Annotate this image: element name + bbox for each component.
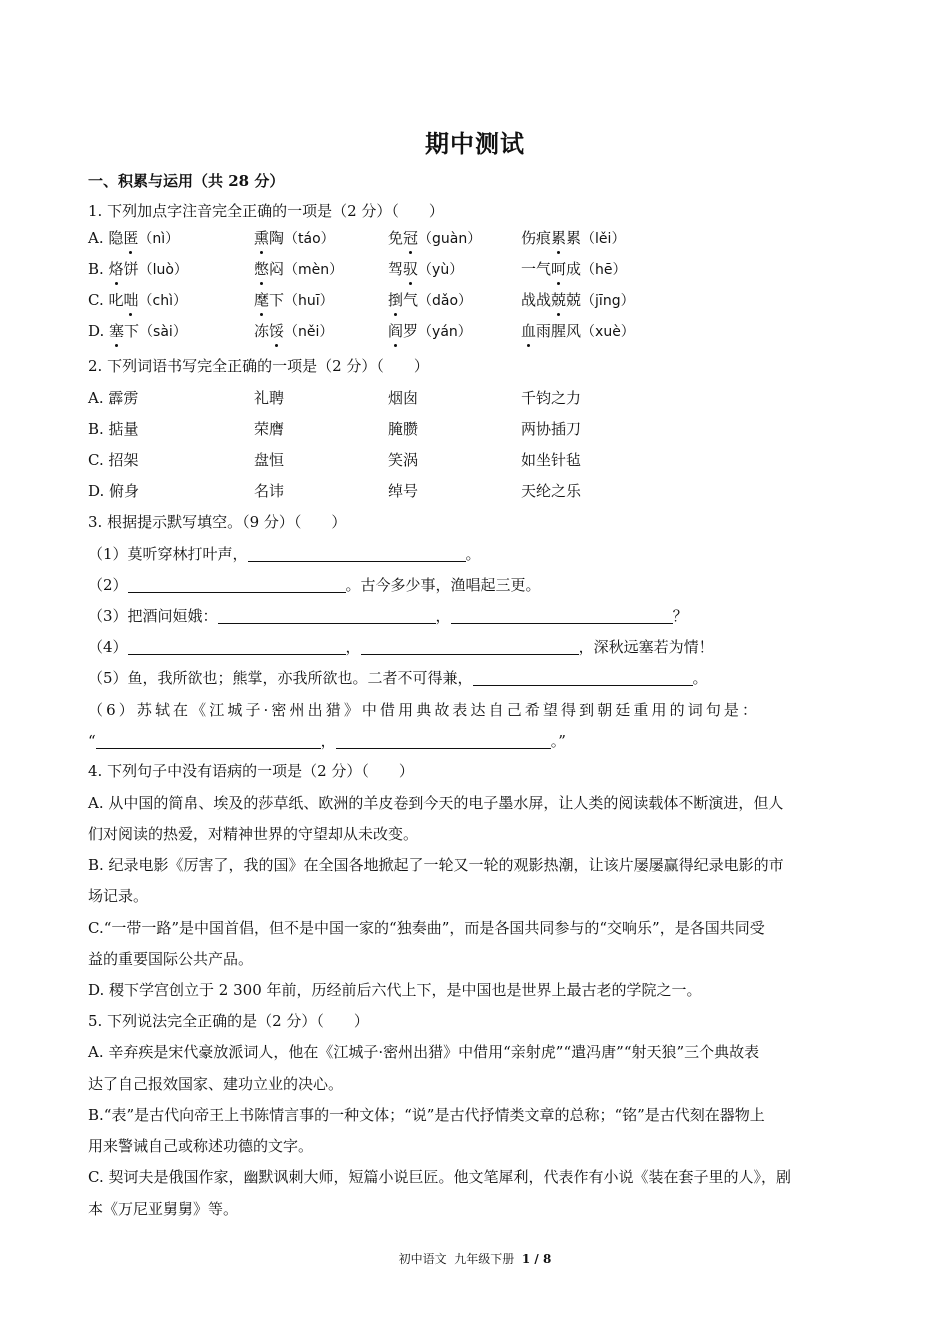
q3-item-5: （5）鱼，我所欲也；熊掌，亦我所欲也。二者不可得兼， 。	[88, 669, 708, 687]
q1-option-a-2: 熏陶（táo）	[254, 229, 335, 247]
q2-option-b: B. 掂量	[88, 420, 139, 438]
q3-item-4: （4） ， ，深秋远塞若为情！	[88, 638, 714, 656]
q2-word: 荣膺	[254, 420, 285, 438]
q1-option-c-3: 捯气（dǎo）	[388, 291, 473, 309]
answer-blank[interactable]	[96, 732, 321, 749]
q4-option-d: D. 稷下学宫创立于 2 300 年前，历经前后六代上下，是中国也是世界上最古老的学院之一。	[88, 981, 702, 999]
q4-option-b-cont: 场记录。	[88, 887, 149, 905]
answer-blank[interactable]	[361, 638, 579, 655]
section-heading: 一、积累与运用（共 28 分）	[88, 172, 285, 190]
q1-option-b: B. 烙饼（luò）	[88, 260, 188, 278]
q3-stem: 3. 根据提示默写填空。（9 分）（ ）	[88, 513, 347, 531]
answer-blank[interactable]	[128, 576, 346, 593]
q1-option-d-2: 冻馁（něi）	[254, 322, 334, 340]
answer-blank[interactable]	[218, 607, 436, 624]
q4-option-b: B. 纪录电影《厉害了，我的国》在全国各地掀起了一轮又一轮的观影热潮，让该片屡屡赢得纪录电影的市	[88, 856, 784, 874]
q1-option-d-4: 血雨腥风（xuè）	[521, 322, 635, 340]
answer-blank[interactable]	[248, 545, 466, 562]
q2-word: 天纶之乐	[521, 482, 582, 500]
q1-option-c-4: 战战兢兢（jīng）	[521, 291, 635, 309]
q4-option-a: A. 从中国的简帛、埃及的莎草纸、欧洲的羊皮卷到今天的电子墨水屏，让人类的阅读载体不断演进，但人	[88, 794, 784, 812]
q5-option-a-cont: 达了自己报效国家、建功立业的决心。	[88, 1075, 344, 1093]
q3-item-2: （2） 。古今多少事，渔唱起三更。	[88, 576, 541, 594]
q5-stem: 5. 下列说法完全正确的是（2 分）（ ）	[88, 1012, 369, 1030]
q1-option-a-4: 伤痕累累（lěi）	[521, 229, 626, 247]
q4-option-c-cont: 益的重要国际公共产品。	[88, 950, 254, 968]
q4-option-a-cont: 们对阅读的热爱，对精神世界的守望却从未改变。	[88, 825, 419, 843]
q2-word: 名讳	[254, 482, 285, 500]
q2-option-c: C. 招架	[88, 451, 139, 469]
answer-blank[interactable]	[473, 669, 693, 686]
q1-option-d-3: 阎罗（yán）	[388, 322, 472, 340]
page-title: 期中测试	[425, 129, 525, 158]
q2-word: 绰号	[388, 482, 419, 500]
q1-option-c-2: 麾下（huī）	[254, 291, 334, 309]
q1-option-a-3: 免冠（guàn）	[388, 229, 482, 247]
q2-word: 礼聘	[254, 389, 285, 407]
q3-item-6-answer: “ ， 。”	[88, 732, 566, 750]
answer-blank[interactable]	[336, 732, 551, 749]
q5-option-c: C. 契诃夫是俄国作家，幽默讽刺大师，短篇小说巨匠。他文笔犀利，代表作有小说《装在套子里的人》，剧	[88, 1168, 791, 1186]
q1-stem: 1. 下列加点字注音完全正确的一项是（2 分）（ ）	[88, 202, 444, 220]
q2-word: 如坐针毡	[521, 451, 582, 469]
q3-item-6: （6）苏轼在《江城子·密州出猎》中借用典故表达自己希望得到朝廷重用的词句是：	[88, 701, 761, 719]
q1-option-d: D. 塞下（sài）	[88, 322, 187, 340]
q1-option-c: C. 叱咄（chì）	[88, 291, 187, 309]
footer-text: 初中语文 九年级下册	[398, 1252, 522, 1266]
q3-item-1: （1）莫听穿林打叶声， 。	[88, 545, 481, 563]
q5-option-a: A. 辛弃疾是宋代豪放派词人，他在《江城子·密州出猎》中借用“亲射虎”“遣冯唐”“射天狼”三个典故表	[88, 1043, 760, 1061]
q1-option-b-2: 憋闷（mèn）	[254, 260, 344, 278]
q2-word: 腌臜	[388, 420, 419, 438]
q1-option-a: A. 隐匿（nì）	[88, 229, 180, 247]
q5-option-c-cont: 本《万尼亚舅舅》等。	[88, 1200, 239, 1218]
q5-option-b: B.“表”是古代向帝王上书陈情言事的一种文体；“说”是古代抒情类文章的总称；“铭”是古代刻在器物上	[88, 1106, 765, 1124]
q4-option-c: C.“一带一路”是中国首倡，但不是中国一家的“独奏曲”，而是各国共同参与的“交响乐”，是各国共同受	[88, 919, 765, 937]
page-number: 1 / 8	[521, 1252, 552, 1266]
q2-word: 烟囱	[388, 389, 419, 407]
q2-option-a: A. 霹雳	[88, 389, 139, 407]
q2-word: 千钧之力	[521, 389, 582, 407]
q3-item-3: （3）把酒问姮娥： ， ？	[88, 607, 688, 625]
q1-option-b-4: 一气呵成（hē）	[521, 260, 627, 278]
q1-option-b-3: 驾驭（yù）	[388, 260, 464, 278]
q5-option-b-cont: 用来警诫自己或称述功德的文字。	[88, 1137, 314, 1155]
q2-word: 两协插刀	[521, 420, 582, 438]
answer-blank[interactable]	[128, 638, 346, 655]
page-footer	[0, 1250, 950, 1267]
q2-option-d: D. 俯身	[88, 482, 140, 500]
q4-stem: 4. 下列句子中没有语病的一项是（2 分）（ ）	[88, 762, 414, 780]
q2-word: 笑涡	[388, 451, 419, 469]
answer-blank[interactable]	[451, 607, 673, 624]
q2-word: 盘恒	[254, 451, 285, 469]
q2-stem: 2. 下列词语书写完全正确的一项是（2 分）（ ）	[88, 357, 429, 375]
